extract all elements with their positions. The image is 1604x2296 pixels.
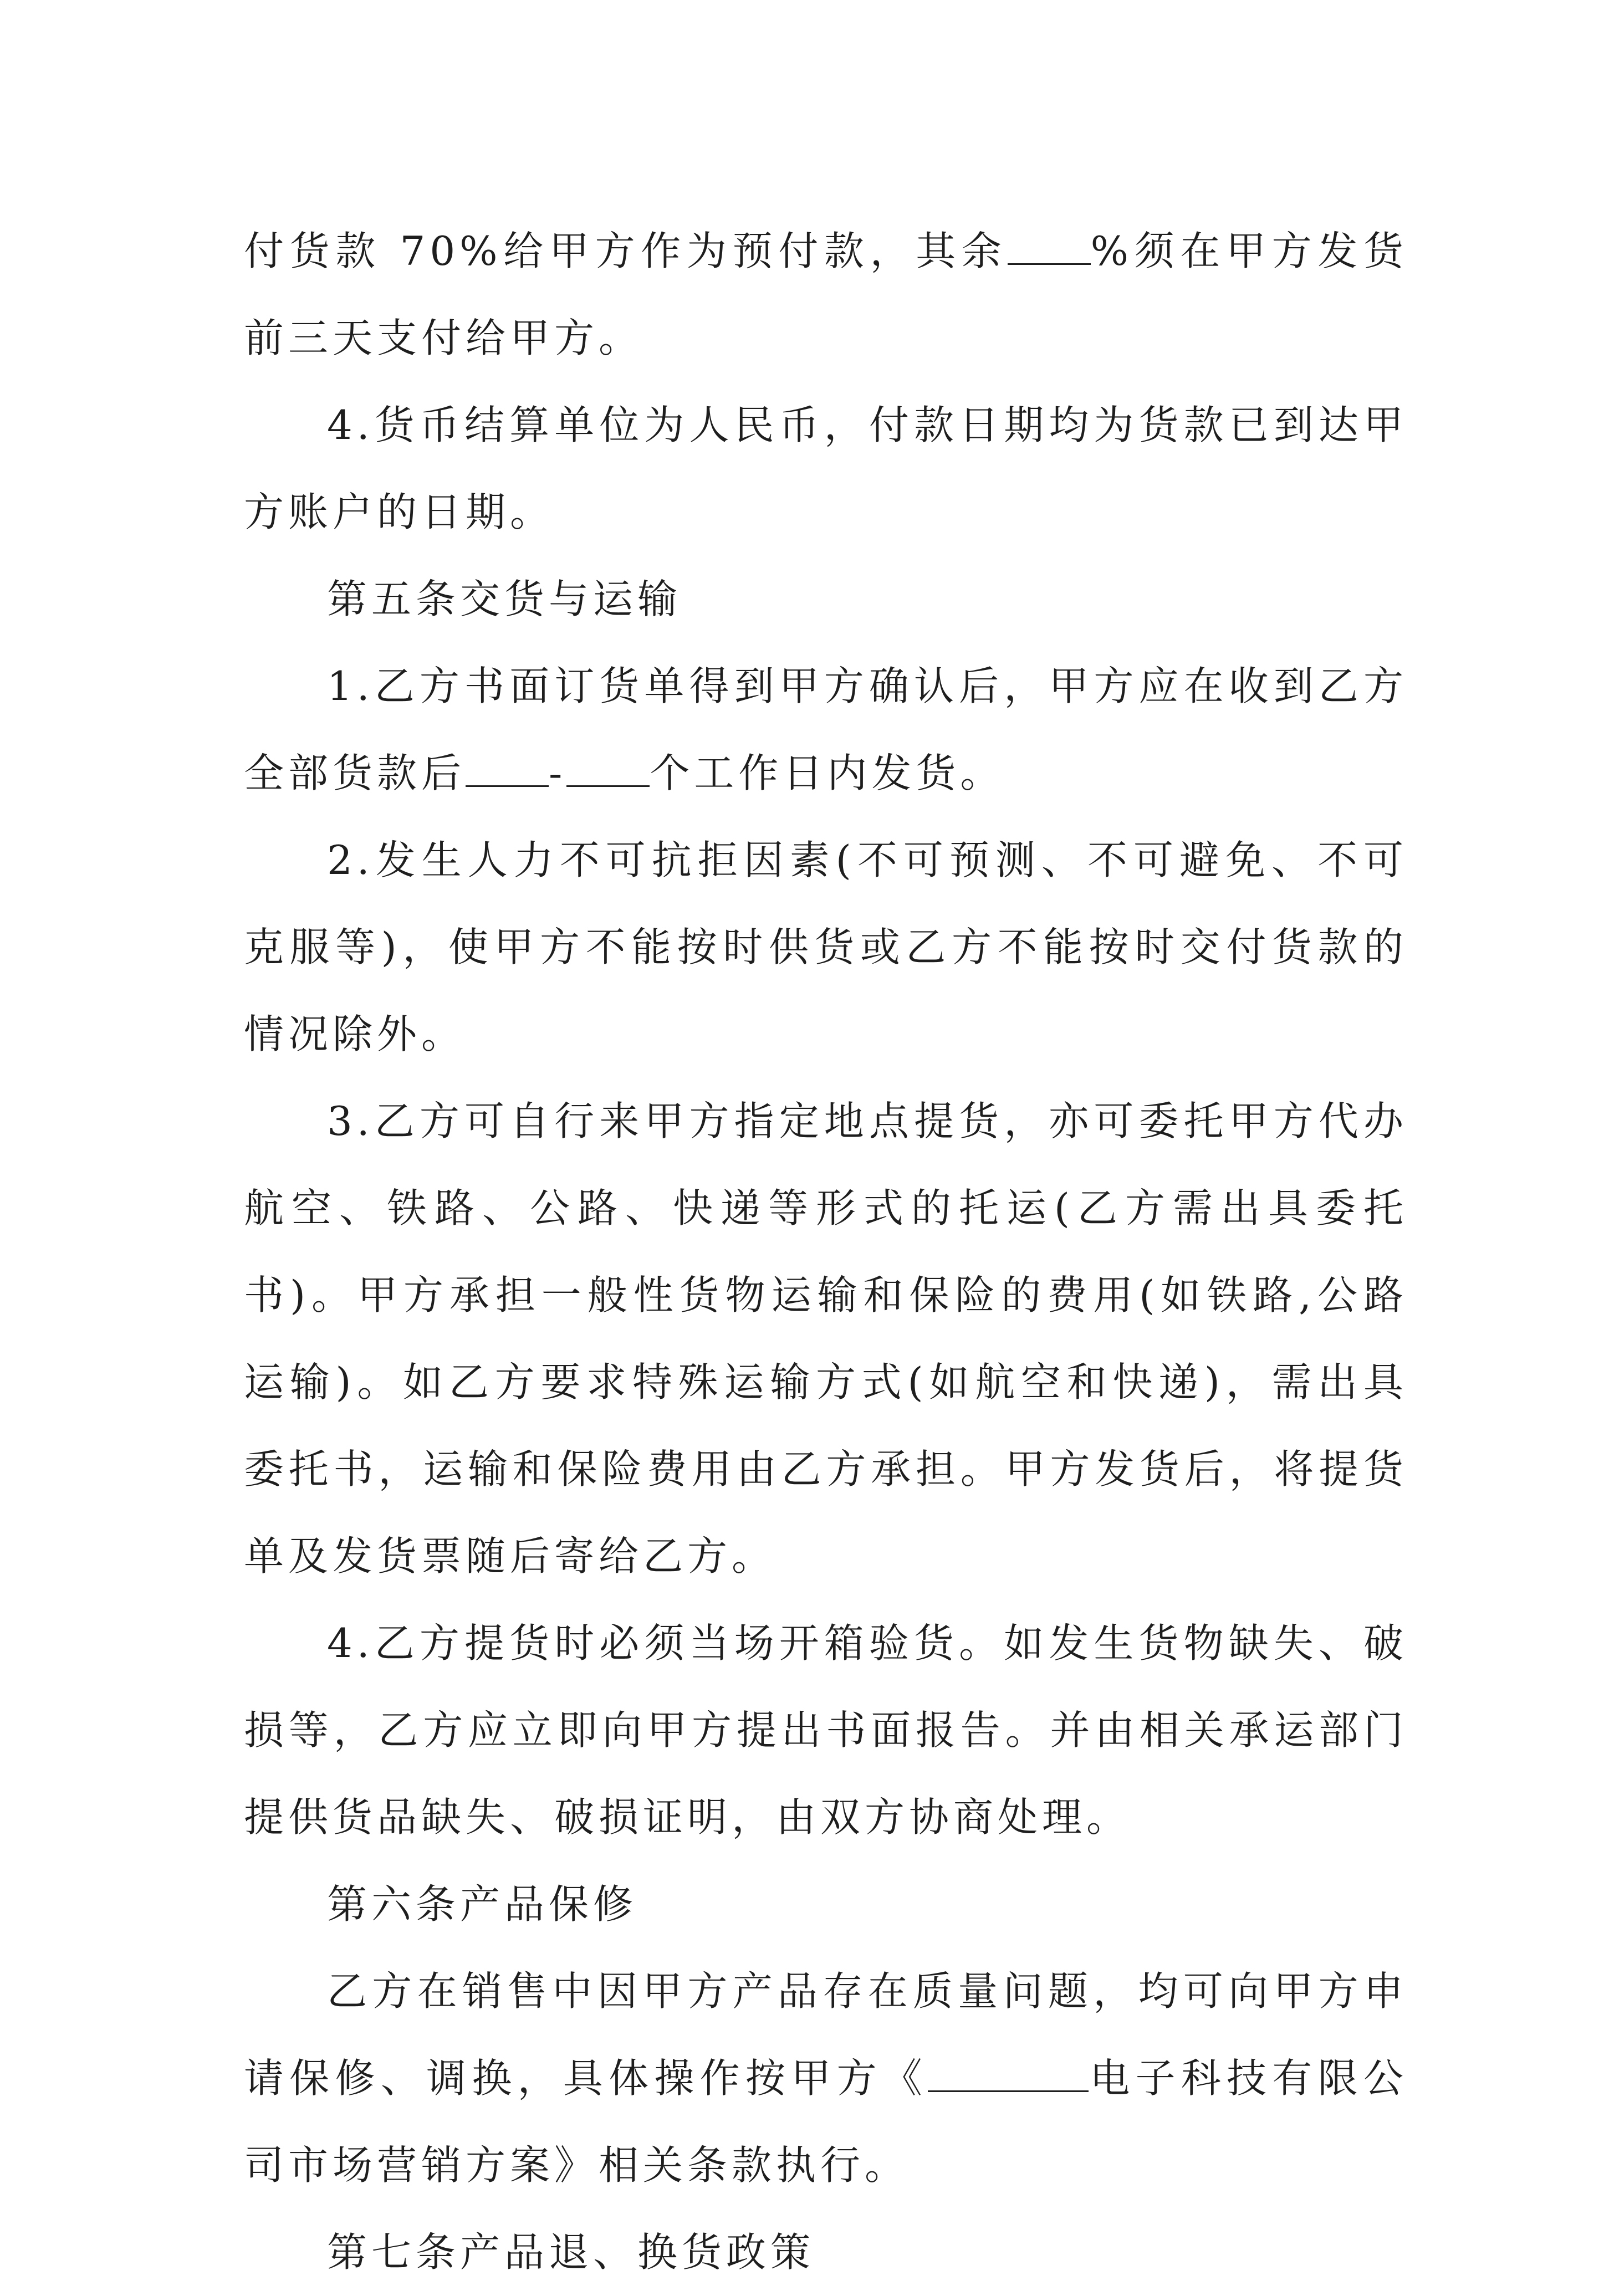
paragraph-shipping: 3.乙方可自行来甲方指定地点提货，亦可委托甲方代办航空、铁路、公路、快递等形式的托运(乙方需出具委托书)。甲方承担一般性货物运输和保险的费用(如铁路,公路运输)。如乙方要求特殊运输方式(如航空和快递)，需出具委托书，运输和保险费用由乙方承担。甲方发货后，将提货单及发货票随后寄给乙方。 [244, 1098, 1408, 1579]
paragraph-currency: 4.货币结算单位为人民币，付款日期均为货款已到达甲方账户的日期。 [244, 402, 1408, 535]
section-heading-6: 第六条产品保修 [327, 1881, 638, 1927]
prepayment-text-end: %须在甲方发货前三天支付给甲方。 [244, 228, 1408, 361]
delivery-text-end: 个工作日内发货。 [650, 750, 1005, 796]
paragraph-delivery-time [244, 643, 1408, 817]
prepayment-text-start: 付货款 70%给甲方作为预付款，其余 [244, 228, 1008, 274]
paragraph-prepayment [244, 208, 1408, 382]
warranty-text-end: 电子科技有限公司市场营销方案》相关条款执行。 [244, 2055, 1408, 2188]
days-max-blank [566, 753, 650, 787]
paragraph-warranty [244, 1948, 1408, 2209]
delivery-text-start: 1.乙方书面订货单得到甲方确认后，甲方应在收到乙方全部货款后 [244, 663, 1408, 796]
document-body [244, 208, 1408, 2296]
warranty-text-start: 乙方在销售中因甲方产品存在质量问题，均可向甲方申请保修、调换，具体操作按甲方《 [244, 1968, 1408, 2101]
company-name-blank [928, 2058, 1089, 2092]
section-heading-5: 第五条交货与运输 [327, 576, 682, 622]
percentage-blank [1008, 231, 1091, 265]
section-heading-7: 第七条产品退、换货政策 [327, 2229, 815, 2275]
paragraph-inspection: 4.乙方提货时必须当场开箱验货。如发生货物缺失、破损等，乙方应立即向甲方提出书面报告。并由相关承运部门提供货品缺失、破损证明，由双方协商处理。 [244, 1620, 1408, 1840]
paragraph-force-majeure: 2.发生人力不可抗拒因素(不可预测、不可避免、不可克服等)，使甲方不能按时供货或乙方不能按时交付货款的情况除外。 [244, 837, 1408, 1057]
days-min-blank [466, 753, 549, 787]
range-separator: - [549, 750, 567, 796]
